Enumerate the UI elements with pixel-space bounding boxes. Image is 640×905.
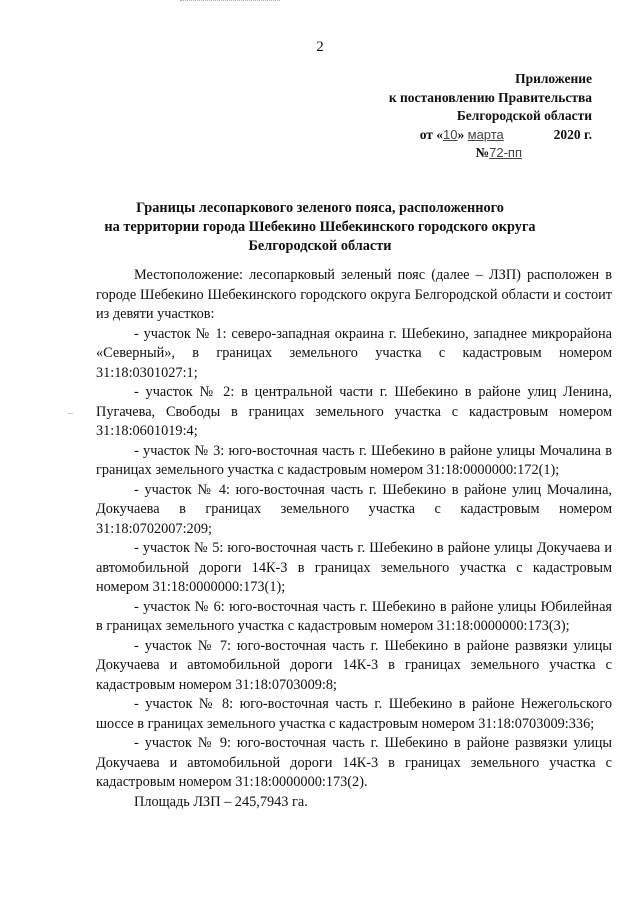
plot-3: - участок № 3: юго-восточная часть г. Шебекино в районе улицы Мочалина в границах земельного участка с кадастровым номером 31:18:0000000:172(1); [96, 442, 612, 478]
date-month: марта [467, 126, 504, 142]
date-year: 2020 г. [553, 126, 592, 142]
plot-6: - участок № 6: юго-восточная часть г. Шебекино в районе улицы Юбилейная в границах земельного участка с кадастровым номером 31:18:0000000:173(3); [96, 598, 612, 634]
appendix-number [362, 144, 592, 163]
title-line-1: Границы лесопаркового зеленого пояса, расположенного [136, 200, 504, 216]
plot-7: - участок № 7: юго-восточная часть г. Шебекино в районе развязки улицы Докучаева и автомобильной дороги 14К-3 в границах земельного участка с кадастровым номером 31:18:0703009:8; [96, 637, 612, 693]
appendix-region: Белгородской области [456, 108, 592, 123]
margin-mark: – [68, 408, 73, 419]
document-body [96, 266, 612, 812]
plot-1: - участок № 1: северо-западная окраина г. Шебекино, западнее микрорайона «Северный», в границах земельного участка с кадастровым номером 31:18:0301027:1; [96, 325, 612, 381]
number-value: 72-пп [489, 145, 522, 160]
appendix-date [362, 126, 592, 145]
intro-paragraph: Местоположение: лесопарковый зеленый пояс (далее – ЛЗП) расположен в городе Шебекино Шебекинского городского округа Белгородской области и состоит из девяти участков: [96, 267, 612, 322]
appendix-title: Приложение [515, 71, 592, 86]
number-prefix: № [475, 145, 490, 160]
plot-2: - участок № 2: в центральной части г. Шебекино в районе улиц Ленина, Пугачева, Свободы в границах земельного участка с кадастровым номером 31:18:0601019:4; [96, 384, 612, 439]
title-line-3: Белгородской области [248, 238, 392, 254]
date-day: 10 [443, 126, 458, 142]
appendix-header [362, 70, 592, 163]
appendix-resolution: к постановлению Правительства [388, 89, 592, 105]
plot-5: - участок № 5: юго-восточная часть г. Шебекино в районе улицы Докучаева и автомобильной дороги 14К-3 в границах земельного участка с кадастровым номером 31:18:0000000:173(1); [96, 540, 612, 595]
title-line-2: на территории города Шебекино Шебекинского городского округа [104, 219, 536, 235]
plot-9: - участок № 9: юго-восточная часть г. Шебекино в районе развязки улицы Докучаева и автомобильной дороги 14К-3 в границах земельного участка с кадастровым номером 31:18:0000000:173(2). [96, 735, 612, 790]
page-number: 2 [316, 39, 324, 55]
plot-4: - участок № 4: юго-восточная часть г. Шебекино в районе улиц Мочалина, Докучаева в границах земельного участка с кадастровым номером 31:18:0702007:209; [96, 481, 612, 537]
plot-8: - участок № 8: юго-восточная часть г. Шебекино в районе Нежегольского шоссе в границах земельного участка с кадастровым номером 31:18:0703009:336; [96, 696, 612, 732]
scan-artifact [180, 0, 280, 3]
date-mid: » [457, 126, 465, 142]
area-paragraph: Площадь ЛЗП – 245,7943 га. [134, 793, 308, 810]
document-title [90, 199, 550, 256]
date-prefix: от « [419, 126, 444, 142]
